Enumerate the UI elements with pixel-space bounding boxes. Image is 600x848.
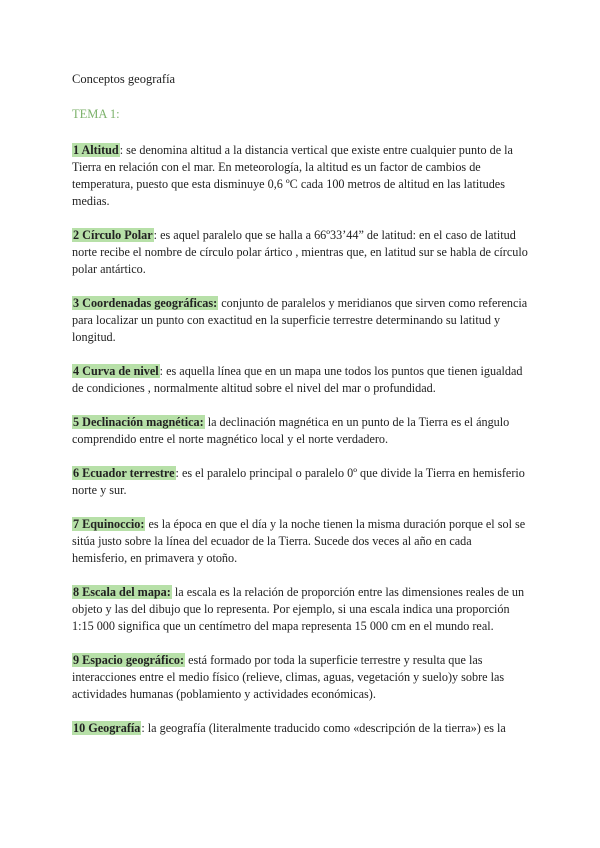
term-separator: : [159, 364, 164, 378]
definition-entry [72, 227, 528, 278]
definition-text: la geografía (literalmente traducido como «descripción de la tierra») es la [144, 721, 506, 735]
definition-entry [72, 465, 528, 499]
definition-term: 4 Curva de nivel [73, 364, 159, 378]
definition-entry [72, 142, 528, 210]
definition-text: la escala es la relación de proporción entre las dimensiones reales de un objeto y las del dibujo que lo representa. Por ejemplo, si una escala indica una proporción 1:15 000 significa que un centímetro del mapa representa 15 000 cm en el mundo real. [72, 585, 525, 633]
definition-term: 5 Declinación magnética: [73, 415, 204, 429]
definition-entry [72, 363, 528, 397]
document-title: Conceptos geografía [72, 72, 176, 86]
term-separator: : [175, 466, 179, 480]
definition-text: se denomina altitud a la distancia vertical que existe entre cualquier punto de la Tierra en relación con el mar. En meteorología, la altitud es un factor de cambios de temperatura, puesto que esta disminuye 0,6 ºC cada 100 metros de altitud en las latitudes medias. [72, 143, 513, 208]
definition-entry [72, 720, 528, 737]
term-separator: : [119, 143, 124, 157]
definition-term: 10 Geografía [73, 721, 141, 735]
definition-entry [72, 652, 528, 703]
definition-text: es aquella línea que en un mapa une todos los puntos que tienen igualdad de condiciones , normalmente altitud sobre el nivel del mar o profundidad. [72, 364, 523, 395]
definition-text: es el paralelo principal o paralelo 0º que divide la Tierra en hemisferio norte y sur. [72, 466, 525, 497]
definition-text: la declinación magnética en un punto de la Tierra es el ángulo comprendido entre el norte magnético local y el norte verdadero. [72, 415, 510, 446]
definition-term: 8 Escala del mapa: [73, 585, 171, 599]
section-heading: TEMA 1: [72, 107, 120, 121]
definition-term: 2 Círculo Polar [73, 228, 153, 242]
definition-entry [72, 414, 528, 448]
definition-term: 6 Ecuador terrestre [73, 466, 175, 480]
definition-text: conjunto de paralelos y meridianos que sirven como referencia para localizar un punto con exactitud en la superficie terrestre determinando su latitud y longitud. [72, 296, 528, 344]
definition-term: 1 Altitud [73, 143, 119, 157]
definition-text: está formado por toda la superficie terrestre y resulta que las interacciones entre el medio físico (relieve, climas, aguas, vegetación y suelo)y sobre las actividades humanas (poblamiento y actividades económicas). [72, 653, 505, 701]
definition-entry [72, 516, 528, 567]
definition-term: 7 Equinoccio: [73, 517, 145, 531]
definition-entry [72, 295, 528, 346]
definition-entry [72, 584, 528, 635]
definition-term: 3 Coordenadas geográficas: [73, 296, 218, 310]
definition-text: es aquel paralelo que se halla a 66º33’44” de latitud: en el caso de latitud norte recibe el nombre de círculo polar ártico , mientras que, en latitud sur se habla de círculo polar antártico. [72, 228, 528, 276]
definition-term: 9 Espacio geográfico: [73, 653, 185, 667]
term-separator: : [141, 721, 145, 735]
definition-text: es la época en que el día y la noche tienen la misma duración porque el sol se sitúa justo sobre la línea del ecuador de la Tierra. Sucede dos veces al año en cada hemisferio, en primavera y otoño. [72, 517, 526, 565]
term-separator: : [153, 228, 158, 242]
